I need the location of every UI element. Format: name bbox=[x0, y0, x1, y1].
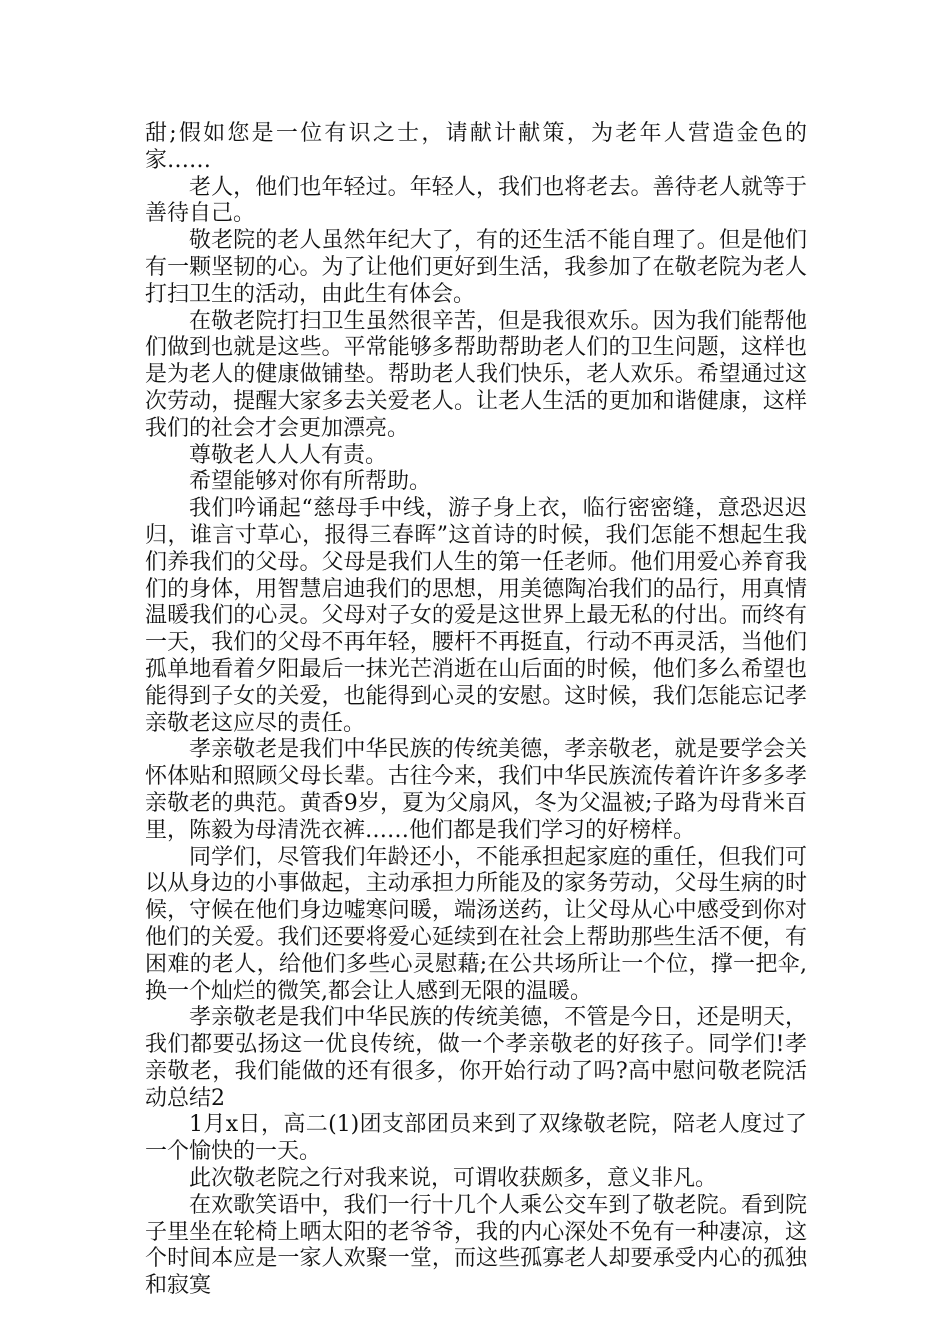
paragraph-12: 此次敬老院之行对我来说，可谓收获颇多，意义非凡。 bbox=[189, 1166, 718, 1192]
paragraph-2: 老人，他们也年轻过。年轻人，我们也将老去。善待老人就等于善待自己。 bbox=[145, 174, 807, 227]
paragraph-6: 希望能够对你有所帮助。 bbox=[189, 469, 432, 495]
paragraph-5: 尊敬老人人人有责。 bbox=[189, 442, 388, 468]
paragraph-13: 在欢歌笑语中，我们一行十几个人乘公交车到了敬老院。看到院子里坐在轮椅上晒太阳的老爷爷，我的内心深处不免有一种凄凉，这个时间本应是一家人欢聚一堂，而这些孤寡老人却要承受内心的孤独和寂寞 bbox=[145, 1192, 807, 1299]
paragraph-3: 敬老院的老人虽然年纪大了，有的还生活不能自理了。但是他们有一颗坚韧的心。为了让他们更好到生活，我参加了在敬老院为老人打扫卫生的活动，由此生有体会。 bbox=[145, 228, 807, 307]
paragraph-9: 同学们，尽管我们年龄还小，不能承担起家庭的重任，但我们可以从身边的小事做起，主动承担力所能及的家务劳动，父母生病的时候，守候在他们身边嘘寒问暖，端汤送药，让父母从心中感受到你对他们的关爱。我们还要将爱心延续到在社会上帮助那些生活不便，有困难的老人，给他们多些心灵慰藉;在公共场所让一个位，撑一把伞,换一个灿烂的微笑,都会让人感到无限的温暖。 bbox=[145, 844, 807, 1004]
paragraph-11: 1月x日，高二(1)团支部团员来到了双缘敬老院，陪老人度过了一个愉快的一天。 bbox=[145, 1112, 807, 1165]
paragraph-1: 甜;假如您是一位有识之士，请献计献策，为老年人营造金色的家…… bbox=[145, 121, 807, 173]
paragraph-4: 在敬老院打扫卫生虽然很辛苦，但是我很欢乐。因为我们能帮他们做到也就是这些。平常能够多帮助帮助老人们的卫生问题，这样也是为老人的健康做铺垫。帮助老人我们快乐，老人欢乐。希望通过这次劳动，提醒大家多去关爱老人。让老人生活的更加和谐健康，这样我们的社会才会更加漂亮。 bbox=[145, 308, 807, 441]
paragraph-8: 孝亲敬老是我们中华民族的传统美德，孝亲敬老，就是要学会关怀体贴和照顾父母长辈。古往今来，我们中华民族流传着许许多多孝亲敬老的典范。黄香9岁，夏为父扇风，冬为父温被;子路为母背米百里，陈毅为母清洗衣裤……他们都是我们学习的好榜样。 bbox=[145, 737, 807, 843]
document-page bbox=[145, 121, 807, 1300]
paragraph-7: 我们吟诵起“慈母手中线，游子身上衣，临行密密缝，意恐迟迟归，谁言寸草心，报得三春晖”这首诗的时候，我们怎能不想起生我们养我们的父母。父母是我们人生的第一任老师。他们用爱心养育我们的身体，用智慧启迪我们的思想，用美德陶冶我们的品行，用真情温暖我们的心灵。父母对子女的爱是这世界上最无私的付出。而终有一天，我们的父母不再年轻，腰杆不再挺直，行动不再灵活，当他们孤单地看着夕阳最后一抹光芒消逝在山后面的时候，他们多么希望也能得到子女的关爱，也能得到心灵的安慰。这时候，我们怎能忘记孝亲敬老这应尽的责任。 bbox=[145, 496, 807, 736]
paragraph-10: 孝亲敬老是我们中华民族的传统美德，不管是今日，还是明天，我们都要弘扬这一优良传统，做一个孝亲敬老的好孩子。同学们!孝亲敬老，我们能做的还有很多，你开始行动了吗?高中慰问敬老院活动总结2 bbox=[145, 1005, 807, 1111]
